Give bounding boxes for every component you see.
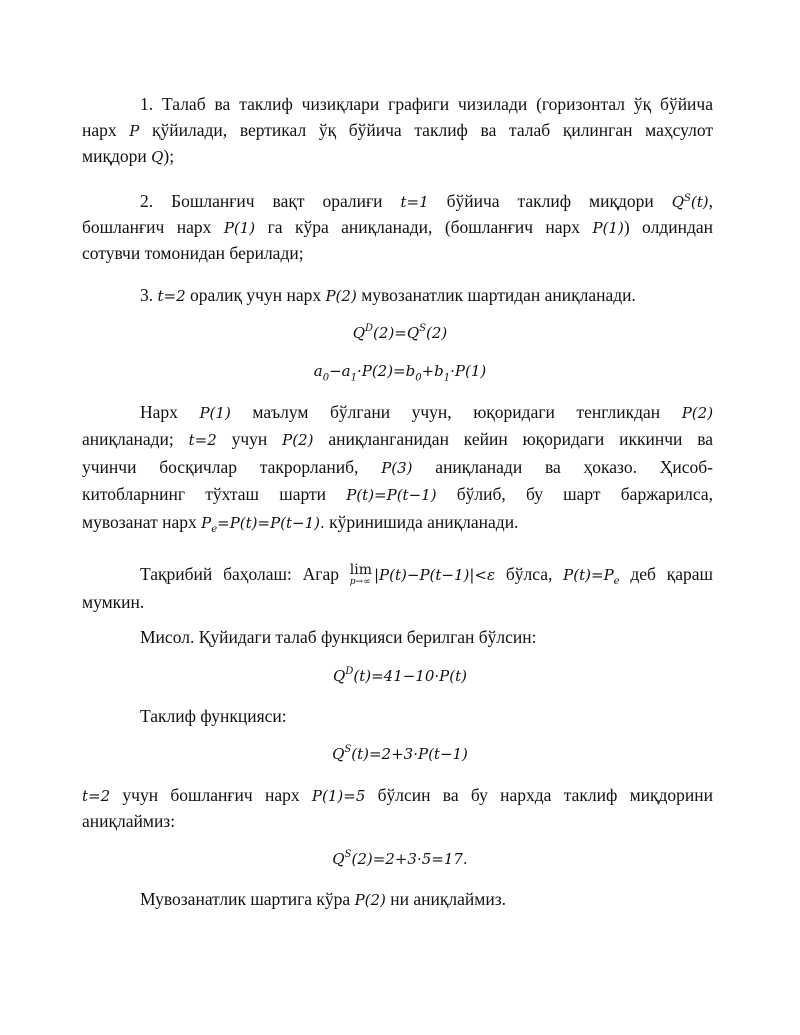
lim-operator [350,564,372,588]
formula-p1: P(1) [199,404,231,422]
text: бўлиб, бу шарт баржарилса, [456,484,714,504]
text: Таклиф функцияси: [140,706,287,726]
p2-line3 [82,241,713,265]
final-line [82,887,713,912]
t2-line2 [82,809,713,833]
sub: e [211,524,218,535]
text: миқдори [82,146,147,166]
formula-stop: P(t)=P(t−1) [346,486,437,504]
sym: =P(t)=P(t−1). [217,514,325,532]
sub: 1 [350,372,357,384]
formula-t1: t=1 [400,193,429,211]
text: аниқланганидан кейин юқоридаги иккинчи ва [328,429,714,449]
sym: a [313,362,323,380]
arg: (t) [690,193,709,211]
text: учун бошланғич нарх [122,785,300,805]
approx-line2 [82,590,713,614]
p1-line1 [82,92,713,116]
text: аниқлаймиз: [82,811,176,831]
formula-demand [0,663,800,688]
p2-line2 [82,215,713,240]
formula-pe [201,514,325,535]
narx-line5 [82,510,713,535]
text: бошланғич нарх [82,217,212,237]
text: қўйилади, вертикал ўқ бўйича таклиф ва талаб қилинган маҳсулот [152,120,714,140]
text: ни аниқлаймиз. [390,889,506,909]
formula-supply [0,741,800,766]
sym: ·P(2)=b [356,362,416,380]
formula-qs [672,193,709,211]
sub: 0 [415,372,422,384]
lim-sub: p→∞ [349,577,371,587]
formula-pe2 [563,566,620,587]
sym: Q [352,324,366,342]
supply-intro [82,704,713,728]
sym: Q [333,667,346,685]
text: аниқланади; [82,429,174,449]
text: бўлсин ва бу нархда таклиф миқдорини [377,785,714,805]
sym: P [201,514,212,532]
formula-p2: P(2) [354,891,386,909]
text: ) олдиндан [623,217,713,237]
text: учинчи босқичлар такрорланиб, [82,457,359,477]
var-p: P [129,122,140,140]
lim: lim [349,562,372,578]
sym: (2)=2+3·5=17. [351,850,468,868]
p1-line3 [82,144,713,169]
text: аниқланади ва ҳоказо. [435,457,637,477]
expr: |P(t)−P(t−1)|<ε [374,566,496,584]
formula-t2: t=2 [157,287,186,305]
sym: (2)=Q [373,324,420,342]
text: 2. Бошланғич вақт оралиғи [140,191,383,211]
formula-p1: P(1) [223,219,256,237]
text: 1. Талаб ва таклиф чизиқлари графиги чизилади (горизонтал ўқ бўйича [140,94,713,114]
text: китобларнинг тўхташ шарти [82,484,327,504]
text: Мувозанатлик шартига кўра [140,889,351,909]
p2-line1 [82,189,713,214]
text: бўлса, [505,564,553,584]
formula-p2: P(2) [681,404,714,422]
sub: e [613,576,620,587]
formula-p2: P(2) [325,287,357,305]
narx-line1 [82,400,713,425]
sup: D [345,666,354,678]
text: 3. [140,285,154,305]
text: бўйича таклиф миқдори [446,191,654,211]
formula-equilibrium [0,320,800,345]
sym: Q [332,850,345,868]
text: нарх [82,120,117,140]
formula-t2: t=2 [82,787,111,805]
sym: (2) [426,324,448,342]
sup: D [365,323,374,335]
sup: S [344,744,352,756]
narx-line4 [82,482,713,507]
formula-p1-5: P(1)=5 [311,787,366,805]
formula-limit [349,562,496,587]
text: ); [163,146,175,166]
sup: S [419,323,427,335]
sym: ·P(1) [450,362,487,380]
text: Тақрибий баҳолаш: Агар [140,564,339,584]
text: Мисол. Қуйидаги талаб функцияси берилган бўлсин: [140,627,537,647]
sup: S [684,193,691,204]
sym: (t)=41−10·P(t) [353,667,467,685]
sym: P(t)=P [563,566,614,584]
narx-line3 [82,455,713,480]
narx-line2 [82,427,713,452]
text: оралиқ учун нарх [190,285,322,305]
text: Ҳисоб- [659,457,713,477]
text: сотувчи томонидан берилади; [82,243,304,263]
sym: (t)=2+3·P(t−1) [351,745,468,763]
example-intro [82,625,713,649]
text: деб қараш [630,564,714,584]
sub: 0 [322,372,330,384]
p3-line1 [82,283,713,308]
sym: −a [329,362,351,380]
text: кўринишида аниқланади. [329,512,519,532]
text: мумкин. [82,592,145,612]
formula-p2: P(2) [282,431,314,449]
sup: S [344,849,352,861]
text: учун [231,429,268,449]
text: маълум бўлгани учун, юқоридаги тенгликдан [252,402,661,422]
formula-linear [0,358,800,383]
sym: Q [332,745,345,763]
p1-line2 [82,118,713,143]
text: мувозанат нарх [82,512,197,532]
var-q: Q [151,148,164,166]
sub: 1 [443,372,451,384]
approx-line1 [82,562,713,588]
formula-t2: t=2 [188,431,217,449]
sym: Q [671,193,685,211]
sym: +b [421,362,444,380]
text: Нарх [140,402,178,422]
text: мувозанатлик шартидан аниқланади. [361,285,636,305]
text: га кўра аниқланади, (бошланғич нарх [267,217,581,237]
formula-p3: P(3) [381,459,413,477]
text: , [708,191,714,211]
formula-p1: P(1) [592,219,624,237]
t2-line1 [82,783,713,808]
formula-supply-value [0,846,800,871]
